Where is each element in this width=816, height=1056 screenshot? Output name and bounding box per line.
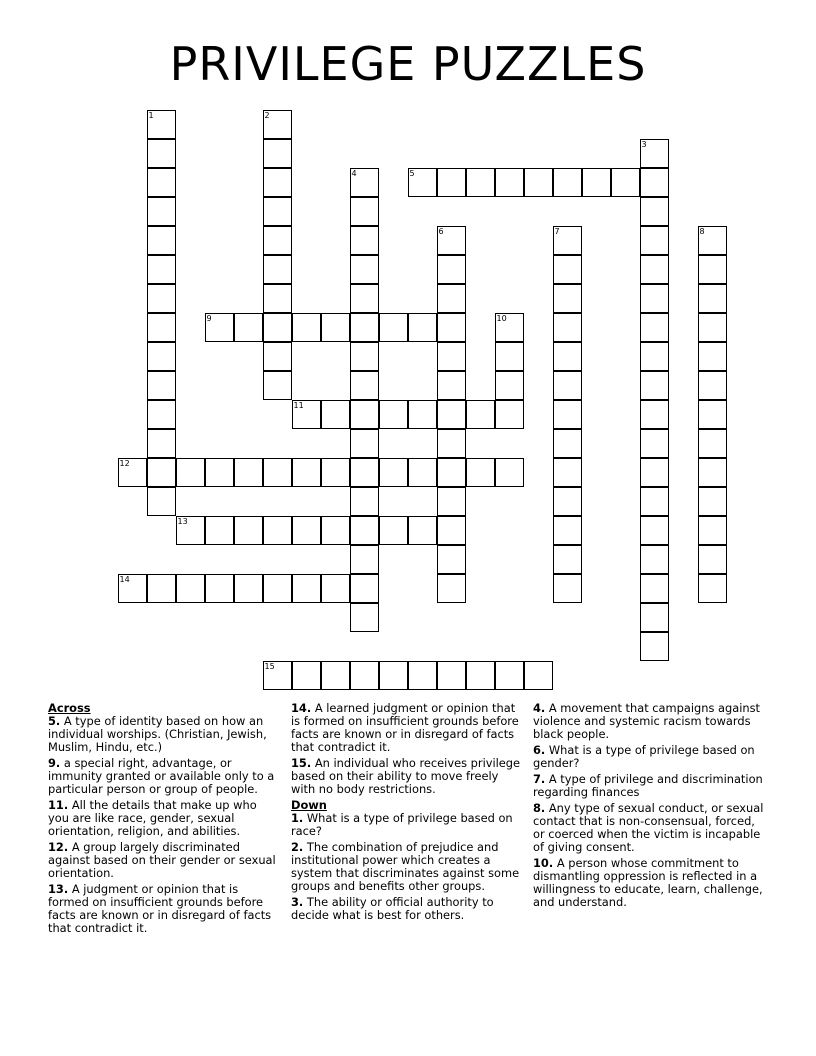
grid-cell[interactable]	[263, 458, 292, 487]
grid-cell[interactable]	[263, 342, 292, 371]
grid-cell[interactable]	[321, 574, 350, 603]
grid-cell[interactable]	[640, 603, 669, 632]
grid-cell[interactable]	[698, 429, 727, 458]
cell-number: 2	[264, 111, 270, 120]
grid-cell[interactable]	[234, 313, 263, 342]
grid-cell[interactable]	[640, 342, 669, 371]
grid-cell[interactable]	[408, 458, 437, 487]
grid-cell[interactable]	[698, 487, 727, 516]
grid-cell[interactable]	[350, 429, 379, 458]
grid-cell[interactable]	[495, 168, 524, 197]
grid-cell[interactable]	[495, 458, 524, 487]
grid-cell[interactable]	[263, 255, 292, 284]
grid-cell[interactable]	[408, 400, 437, 429]
cell-number: 13	[177, 517, 188, 526]
grid-cell[interactable]	[147, 400, 176, 429]
cell-number: 8	[699, 227, 705, 236]
grid-cell[interactable]	[495, 661, 524, 690]
grid-cell[interactable]	[553, 313, 582, 342]
grid-cell[interactable]	[495, 313, 524, 342]
clue-across-9: 9. a special right, advantage, or immunity granted or available only to a particular person or group of people.	[48, 756, 275, 796]
grid-cell[interactable]	[698, 400, 727, 429]
grid-cell[interactable]	[553, 516, 582, 545]
clue-down-2: 2. The combination of prejudice and institutional power which creates a system that discriminates against some groups and benefits other groups.	[291, 840, 520, 893]
grid-cell[interactable]	[118, 458, 147, 487]
clue-down-3: 3. The ability or official authority to decide what is best for others.	[291, 895, 494, 922]
grid-cell[interactable]	[350, 342, 379, 371]
grid-cell[interactable]	[350, 400, 379, 429]
grid-cell[interactable]	[350, 603, 379, 632]
grid-cell[interactable]	[640, 400, 669, 429]
grid-cell[interactable]	[263, 226, 292, 255]
grid-cell[interactable]	[292, 516, 321, 545]
grid-cell[interactable]	[350, 255, 379, 284]
grid-cell[interactable]	[553, 342, 582, 371]
grid-cell[interactable]	[437, 516, 466, 545]
grid-cell[interactable]	[582, 168, 611, 197]
grid-cell[interactable]	[234, 458, 263, 487]
cell-number: 12	[119, 459, 130, 468]
clues-column-3	[533, 702, 765, 912]
grid-cell[interactable]	[698, 574, 727, 603]
grid-cell[interactable]	[640, 371, 669, 400]
grid-cell[interactable]	[292, 313, 321, 342]
grid-cell[interactable]	[350, 574, 379, 603]
grid-cell[interactable]	[524, 661, 553, 690]
grid-cell[interactable]	[118, 574, 147, 603]
grid-cell[interactable]	[263, 661, 292, 690]
grid-cell[interactable]	[379, 516, 408, 545]
grid-cell[interactable]	[640, 632, 669, 661]
grid-cell[interactable]	[321, 458, 350, 487]
cell-number: 14	[119, 575, 130, 584]
grid-cell[interactable]	[553, 574, 582, 603]
clue-across-14: 14. A learned judgment or opinion that is formed on insufficient grounds before facts are known or in disregard of facts that contradict it.	[291, 701, 519, 754]
grid-cell[interactable]	[147, 429, 176, 458]
grid-cell[interactable]	[698, 342, 727, 371]
grid-cell[interactable]	[640, 313, 669, 342]
grid-cell[interactable]	[263, 574, 292, 603]
clue-across-15: 15. An individual who receives privilege based on their ability to move freely with no body restrictions.	[291, 756, 521, 796]
grid-cell[interactable]	[495, 342, 524, 371]
grid-cell[interactable]	[292, 661, 321, 690]
grid-cell[interactable]	[640, 487, 669, 516]
clues-column-1	[48, 702, 280, 938]
grid-cell[interactable]	[350, 226, 379, 255]
grid-cell[interactable]	[379, 313, 408, 342]
grid-cell[interactable]	[205, 313, 234, 342]
grid-cell[interactable]	[437, 487, 466, 516]
cell-number: 6	[438, 227, 444, 236]
grid-cell[interactable]	[263, 284, 292, 313]
grid-cell[interactable]	[640, 139, 669, 168]
grid-cell[interactable]	[292, 574, 321, 603]
grid-cell[interactable]	[263, 313, 292, 342]
grid-cell[interactable]	[640, 255, 669, 284]
grid-cell[interactable]	[147, 342, 176, 371]
grid-cell[interactable]	[698, 255, 727, 284]
grid-cell[interactable]	[640, 197, 669, 226]
grid-cell[interactable]	[263, 197, 292, 226]
grid-cell[interactable]	[553, 545, 582, 574]
grid-cell[interactable]	[698, 371, 727, 400]
down-heading: Down	[291, 798, 327, 812]
grid-cell[interactable]	[437, 313, 466, 342]
grid-cell[interactable]	[698, 226, 727, 255]
grid-cell[interactable]	[350, 371, 379, 400]
grid-cell[interactable]	[698, 284, 727, 313]
grid-cell[interactable]	[147, 168, 176, 197]
cell-number: 1	[148, 111, 154, 120]
grid-cell[interactable]	[292, 400, 321, 429]
grid-cell[interactable]	[698, 516, 727, 545]
clue-down-7: 7. A type of privilege and discrimination regarding finances	[533, 772, 763, 799]
grid-cell[interactable]	[553, 371, 582, 400]
grid-cell[interactable]	[437, 284, 466, 313]
grid-cell[interactable]	[437, 342, 466, 371]
cell-number: 9	[206, 314, 212, 323]
grid-cell[interactable]	[263, 139, 292, 168]
grid-cell[interactable]	[437, 458, 466, 487]
cell-number: 4	[351, 169, 357, 178]
grid-cell[interactable]	[263, 371, 292, 400]
grid-cell[interactable]	[437, 226, 466, 255]
grid-cell[interactable]	[205, 574, 234, 603]
grid-cell[interactable]	[408, 516, 437, 545]
grid-cell[interactable]	[437, 661, 466, 690]
grid-cell[interactable]	[466, 400, 495, 429]
grid-cell[interactable]	[466, 168, 495, 197]
grid-cell[interactable]	[408, 661, 437, 690]
cell-number: 10	[496, 314, 507, 323]
grid-cell[interactable]	[611, 168, 640, 197]
grid-cell[interactable]	[350, 545, 379, 574]
grid-cell[interactable]	[379, 400, 408, 429]
clue-across-13: 13. A judgment or opinion that is formed on insufficient grounds before facts are known or in disregard of facts that contradict it.	[48, 882, 272, 935]
cell-number: 11	[293, 401, 304, 410]
grid-cell[interactable]	[263, 516, 292, 545]
cell-number: 5	[409, 169, 415, 178]
grid-cell[interactable]	[437, 545, 466, 574]
grid-cell[interactable]	[553, 400, 582, 429]
grid-cell[interactable]	[640, 226, 669, 255]
grid-cell[interactable]	[553, 226, 582, 255]
clue-down-4: 4. A movement that campaigns against violence and systemic racism towards black people.	[533, 701, 760, 741]
grid-cell[interactable]	[147, 255, 176, 284]
grid-cell[interactable]	[350, 284, 379, 313]
grid-cell[interactable]	[408, 313, 437, 342]
grid-cell[interactable]	[640, 458, 669, 487]
grid-cell[interactable]	[321, 400, 350, 429]
grid-cell[interactable]	[205, 458, 234, 487]
grid-cell[interactable]	[205, 516, 234, 545]
grid-cell[interactable]	[176, 516, 205, 545]
grid-cell[interactable]	[698, 313, 727, 342]
grid-cell[interactable]	[147, 458, 176, 487]
grid-cell[interactable]	[350, 487, 379, 516]
grid-cell[interactable]	[147, 371, 176, 400]
grid-cell[interactable]	[321, 661, 350, 690]
grid-cell[interactable]	[147, 139, 176, 168]
clue-down-1: 1. What is a type of privilege based on race?	[291, 811, 513, 838]
grid-cell[interactable]	[147, 487, 176, 516]
clue-down-10: 10. A person whose commitment to dismantling oppression is reflected in a willingness to educate, learn, challenge, and understand.	[533, 856, 763, 909]
grid-cell[interactable]	[350, 197, 379, 226]
grid-cell[interactable]	[176, 458, 205, 487]
grid-cell[interactable]	[466, 661, 495, 690]
grid-cell[interactable]	[640, 168, 669, 197]
cell-number: 15	[264, 662, 275, 671]
grid-cell[interactable]	[437, 574, 466, 603]
grid-cell[interactable]	[350, 313, 379, 342]
grid-cell[interactable]	[292, 458, 321, 487]
cell-number: 3	[641, 140, 647, 149]
grid-cell[interactable]	[437, 429, 466, 458]
grid-cell[interactable]	[437, 371, 466, 400]
grid-cell[interactable]	[640, 574, 669, 603]
clue-across-11: 11. All the details that make up who you are like race, gender, sexual orientation, religion, and abilities.	[48, 798, 257, 838]
across-heading: Across	[48, 701, 91, 715]
grid-cell[interactable]	[437, 168, 466, 197]
grid-cell[interactable]	[553, 458, 582, 487]
grid-cell[interactable]	[553, 255, 582, 284]
grid-cell[interactable]	[176, 574, 205, 603]
grid-cell[interactable]	[640, 429, 669, 458]
grid-cell[interactable]	[147, 284, 176, 313]
clue-across-12: 12. A group largely discriminated against based on their gender or sexual orientation.	[48, 840, 276, 880]
grid-cell[interactable]	[263, 168, 292, 197]
clue-down-6: 6. What is a type of privilege based on gender?	[533, 743, 755, 770]
grid-cell[interactable]	[234, 574, 263, 603]
grid-cell[interactable]	[437, 400, 466, 429]
grid-cell[interactable]	[350, 168, 379, 197]
clue-down-8: 8. Any type of sexual conduct, or sexual contact that is non-consensual, forced, or coerced when the victim is incapable of giving consent.	[533, 801, 764, 854]
puzzle-title: PRIVILEGE PUZZLES	[169, 37, 647, 91]
grid-cell[interactable]	[640, 516, 669, 545]
grid-cell[interactable]	[321, 516, 350, 545]
grid-cell[interactable]	[350, 661, 379, 690]
grid-cell[interactable]	[379, 458, 408, 487]
grid-cell[interactable]	[698, 545, 727, 574]
grid-cell[interactable]	[640, 545, 669, 574]
grid-cell[interactable]	[495, 400, 524, 429]
grid-cell[interactable]	[350, 516, 379, 545]
grid-cell[interactable]	[234, 516, 263, 545]
grid-cell[interactable]	[263, 110, 292, 139]
cell-number: 7	[554, 227, 560, 236]
grid-cell[interactable]	[553, 168, 582, 197]
grid-cell[interactable]	[553, 429, 582, 458]
clue-across-5: 5. A type of identity based on how an individual worships. (Christian, Jewish, Muslim, Hindu, etc.)	[48, 714, 267, 754]
grid-cell[interactable]	[147, 197, 176, 226]
grid-cell[interactable]	[408, 168, 437, 197]
grid-cell[interactable]	[495, 371, 524, 400]
grid-cell[interactable]	[524, 168, 553, 197]
grid-cell[interactable]	[147, 226, 176, 255]
grid-cell[interactable]	[147, 313, 176, 342]
grid-cell[interactable]	[640, 284, 669, 313]
grid-cell[interactable]	[698, 458, 727, 487]
grid-cell[interactable]	[147, 110, 176, 139]
grid-cell[interactable]	[553, 487, 582, 516]
grid-cell[interactable]	[379, 661, 408, 690]
grid-cell[interactable]	[553, 284, 582, 313]
grid-cell[interactable]	[350, 458, 379, 487]
grid-cell[interactable]	[147, 574, 176, 603]
clues-column-2	[291, 702, 523, 925]
grid-cell[interactable]	[466, 458, 495, 487]
grid-cell[interactable]	[437, 255, 466, 284]
grid-cell[interactable]	[321, 313, 350, 342]
